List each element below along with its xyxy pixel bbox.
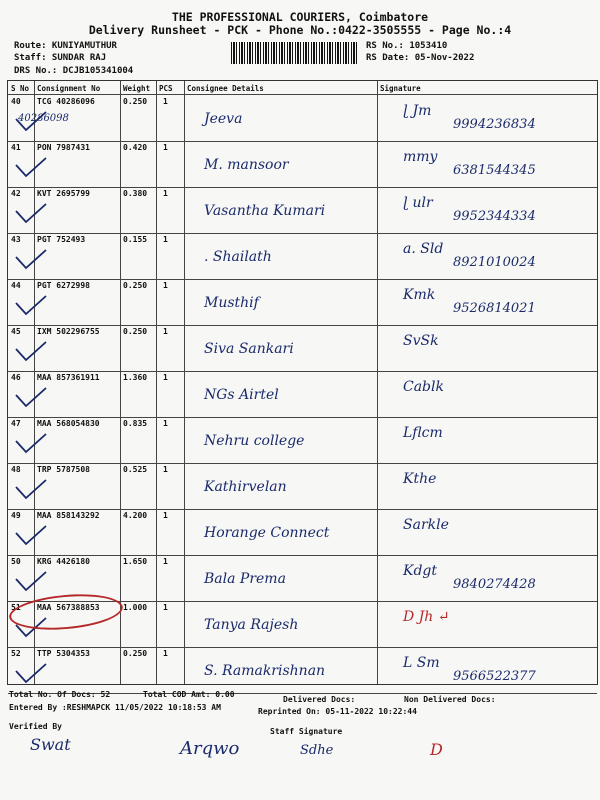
row-weight: 0.380 [123, 189, 148, 198]
row-weight: 1.650 [123, 557, 148, 566]
total-docs: Total No. Of Docs: 52 [9, 690, 111, 699]
row-sno: 40 [11, 97, 21, 106]
row-consignment-no: KRG 4426180 [37, 557, 90, 566]
row-pcs: 1 [163, 465, 168, 474]
row-weight: 0.835 [123, 419, 148, 428]
delivered-check-icon [14, 339, 48, 363]
table-row [8, 463, 597, 510]
rs-date: RS Date: 05-Nov-2022 [366, 53, 475, 63]
table-row [8, 95, 597, 142]
route: Route: KUNIYAMUTHUR [14, 41, 117, 51]
row-sno: 51 [11, 603, 21, 612]
row-sno: 50 [11, 557, 21, 566]
row-consignee-name: Kathirvelan [204, 479, 287, 495]
table-row [8, 509, 597, 556]
row-phone: 9566522377 [453, 669, 536, 684]
row-sno: 45 [11, 327, 21, 336]
row-pcs: 1 [163, 281, 168, 290]
row-pcs: 1 [163, 189, 168, 198]
row-consignment-no: MAA 857361911 [37, 373, 100, 382]
row-consignee-name: Musthif [204, 295, 259, 311]
rs-number: RS No.: 1053410 [366, 41, 448, 51]
row-weight: 0.525 [123, 465, 148, 474]
reprinted-on: Reprinted On: 05-11-2022 10:22:44 [258, 707, 417, 716]
row-sno: 49 [11, 511, 21, 520]
row-consignment-no: PON 7987431 [37, 143, 90, 152]
row-phone: 8921010024 [453, 255, 536, 270]
row-sno: 41 [11, 143, 21, 152]
col-header-signature: Signature [380, 84, 421, 93]
row-pcs: 1 [163, 419, 168, 428]
row-consignment-no: PGT 6272998 [37, 281, 90, 290]
delivered-check-icon [14, 569, 48, 593]
row-signature: ɭ ulr [403, 195, 433, 211]
row-consignment-no: TTP 5304353 [37, 649, 90, 658]
row-pcs: 1 [163, 557, 168, 566]
delivered-check-icon [14, 385, 48, 409]
delivered-docs: Delivered Docs: [283, 695, 356, 704]
row-pcs: 1 [163, 97, 168, 106]
verifier-signature: Swat [30, 735, 71, 754]
runsheet-title: Delivery Runsheet - PCK - Phone No.:0422-3505555 - Page No.:4 [88, 23, 512, 37]
row-signature: SvSk [403, 333, 439, 349]
delivered-check-icon [14, 661, 48, 685]
delivered-check-icon [14, 155, 48, 179]
row-consignee-name: NGs Airtel [204, 387, 279, 403]
row-consignee-name: Tanya Rajesh [204, 617, 299, 633]
row-sno: 46 [11, 373, 21, 382]
row-consignment-no: IXM 502296755 [37, 327, 100, 336]
row-consignee-name: Jeeva [204, 111, 243, 127]
col-header-sno: S No [11, 84, 30, 93]
row-signature: Lflcm [403, 425, 443, 441]
row-phone: 9840274428 [453, 577, 536, 592]
table-row [8, 141, 597, 188]
row-weight: 0.155 [123, 235, 148, 244]
drs-number: DRS No.: DCJB105341004 [14, 66, 134, 76]
col-header-weight: Weight [123, 84, 151, 93]
col-header-consignment: Consignment No [37, 84, 101, 93]
row-phone: 9952344334 [453, 209, 536, 224]
row-weight: 0.420 [123, 143, 148, 152]
staff: Staff: SUNDAR RAJ [14, 53, 107, 63]
row-consignment-no: PGT 752493 [37, 235, 86, 244]
row-signature: Cablk [403, 379, 444, 395]
delivered-check-icon [14, 247, 48, 271]
row-consignee-name: Vasantha Kumari [204, 203, 326, 219]
row-consignee-name: Nehru college [204, 433, 305, 449]
row-sno: 42 [11, 189, 21, 198]
non-delivered-docs: Non Delivered Docs: [404, 695, 496, 704]
entered-by: Entered By :RESHMAPCK 11/05/2022 10:18:53 AM [9, 703, 221, 712]
row-weight: 0.250 [123, 327, 148, 336]
row-pcs: 1 [163, 373, 168, 382]
row-signature: ɭ Jm [403, 103, 432, 119]
runsheet-table [7, 80, 598, 685]
row-sno: 44 [11, 281, 21, 290]
row-consignment-no: KVT 2695799 [37, 189, 90, 198]
delivered-check-icon [14, 477, 48, 501]
row-handwritten-note: 40286098 [18, 113, 69, 124]
total-cod: Total COD Amt: 0.00 [143, 690, 235, 699]
staff-signature-label: Staff Signature [270, 727, 343, 736]
row-pcs: 1 [163, 649, 168, 658]
table-row [8, 325, 597, 372]
row-signature: D Jh ↵ [403, 609, 450, 625]
row-signature: L Sm [403, 655, 440, 671]
row-weight: 0.250 [123, 281, 148, 290]
table-row [8, 233, 597, 280]
delivered-check-icon [14, 431, 48, 455]
row-weight: 1.000 [123, 603, 148, 612]
row-weight: 0.250 [123, 649, 148, 658]
table-row [8, 279, 597, 326]
row-signature: a. Sld [403, 241, 444, 257]
delivered-check-icon [14, 109, 48, 133]
row-signature: Kmk [403, 287, 436, 303]
delivered-check-icon [14, 201, 48, 225]
row-sno: 47 [11, 419, 21, 428]
row-weight: 0.250 [123, 97, 148, 106]
middle-signature: Arqwo [180, 738, 240, 759]
row-phone: 9526814021 [453, 301, 536, 316]
table-row [8, 601, 597, 648]
row-consignee-name: Bala Prema [204, 571, 286, 587]
staff-signature: Sdhe [300, 743, 334, 758]
row-signature: mmy [403, 149, 438, 165]
row-pcs: 1 [163, 235, 168, 244]
row-pcs: 1 [163, 511, 168, 520]
row-consignee-name: M. mansoor [204, 157, 289, 173]
row-sno: 48 [11, 465, 21, 474]
row-sno: 43 [11, 235, 21, 244]
row-phone: 9994236834 [453, 117, 536, 132]
table-row [8, 417, 597, 464]
row-signature: Kdgt [403, 563, 438, 579]
row-consignment-no: MAA 567388853 [37, 603, 100, 612]
row-signature: Kthe [403, 471, 437, 487]
row-consignee-name: Siva Sankari [204, 341, 294, 357]
table-row [8, 647, 597, 694]
verified-by: Verified By [9, 722, 62, 731]
row-signature: Sarkle [403, 517, 449, 533]
col-header-consignee: Consignee Details [187, 84, 264, 93]
row-consignment-no: TRP 5787508 [37, 465, 90, 474]
row-pcs: 1 [163, 327, 168, 336]
delivered-check-icon [14, 293, 48, 317]
row-consignee-name: S. Ramakrishnan [204, 663, 326, 679]
delivered-check-icon [14, 523, 48, 547]
row-consignee-name: . Shailath [204, 249, 272, 265]
table-row [8, 371, 597, 418]
table-row [8, 187, 597, 234]
row-consignment-no: TCG 40286096 [37, 97, 95, 106]
row-weight: 1.360 [123, 373, 148, 382]
barcode [231, 42, 359, 64]
row-consignment-no: MAA 568054830 [37, 419, 100, 428]
row-consignee-name: Horange Connect [204, 525, 330, 541]
row-pcs: 1 [163, 143, 168, 152]
row-pcs: 1 [163, 603, 168, 612]
row-weight: 4.200 [123, 511, 148, 520]
company-title: THE PROFESSIONAL COURIERS, Coimbatore [171, 10, 429, 24]
col-header-pcs: PCS [159, 84, 173, 93]
row-consignment-no: MAA 858143292 [37, 511, 100, 520]
row-sno: 52 [11, 649, 21, 658]
row-phone: 6381544345 [453, 163, 536, 178]
red-mark: D [430, 740, 443, 759]
